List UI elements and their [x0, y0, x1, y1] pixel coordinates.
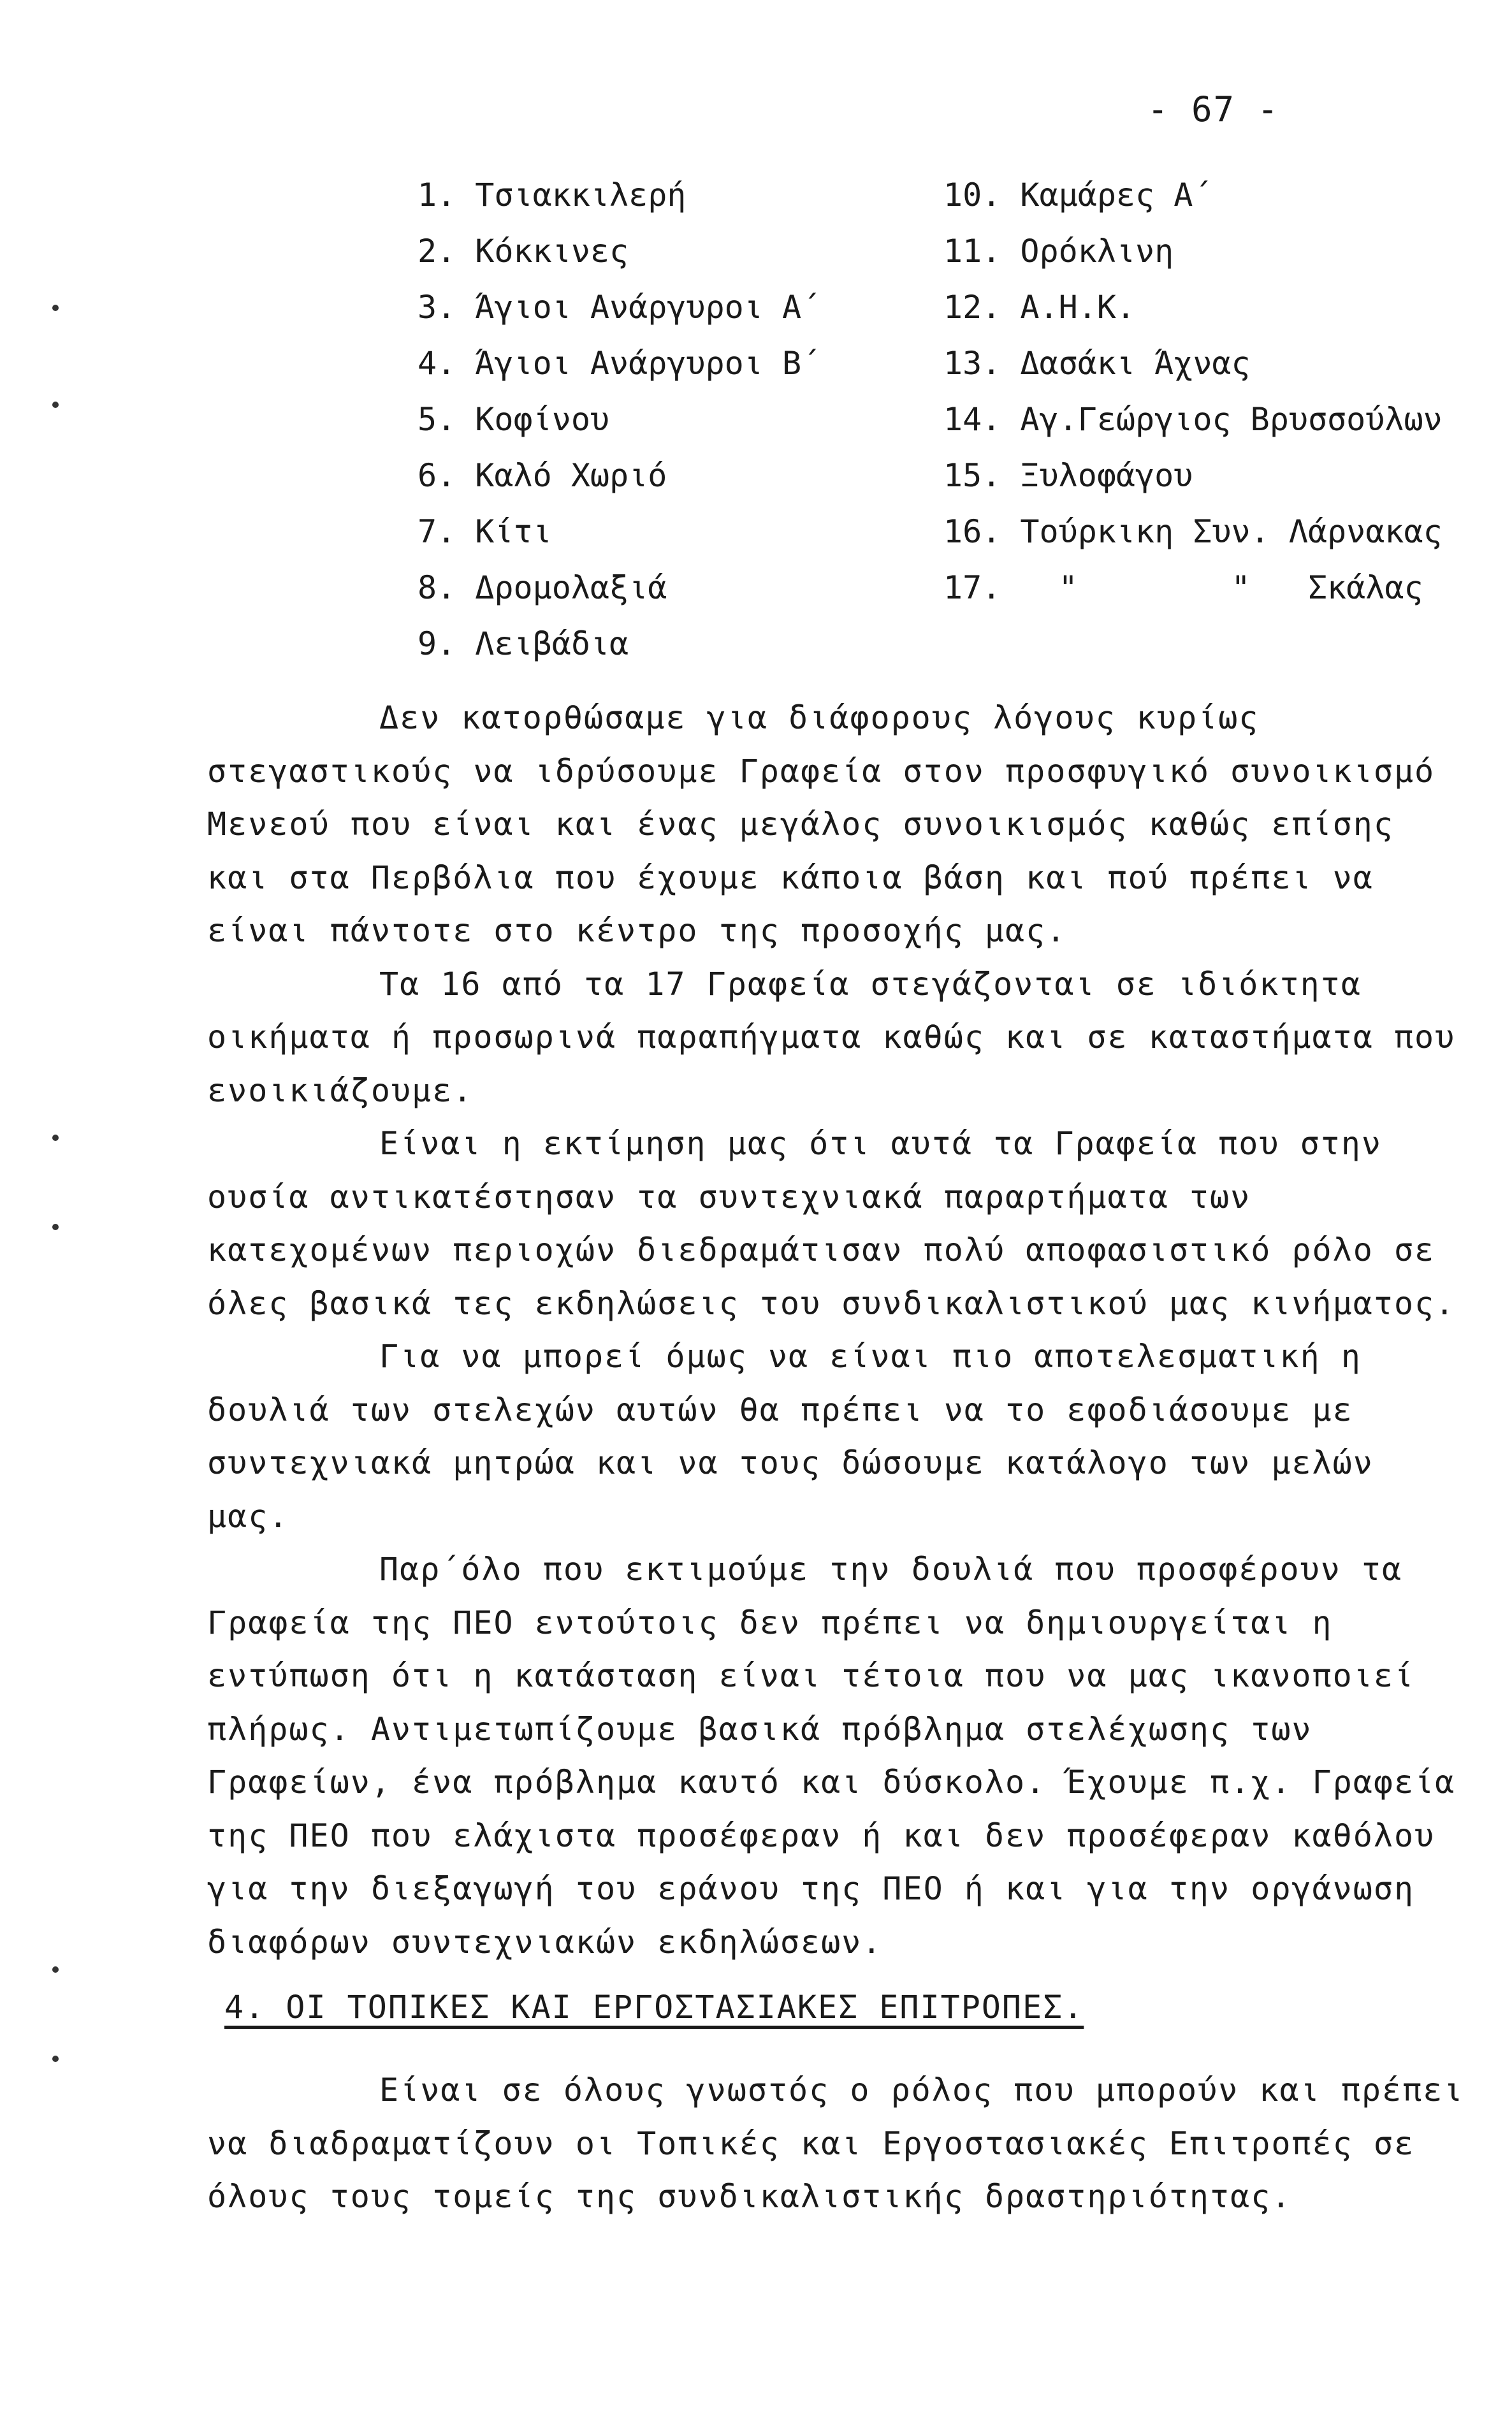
list-item: 1. Τσιακκιλερή [418, 177, 687, 214]
paragraph: Είναι η εκτίμηση μας ότι αυτά τα Γραφεία που στην ουσία αντικατέστησαν τα συντεχνιακά παραρτήματα των κατεχομένων περιοχών διεδραμάτισαν πολύ αποφασιστικό ρόλο σε όλες βασικά τες εκδηλώσεις του συνδικαλιστικού μας κινήματος. [207, 1125, 1456, 1322]
list-item: 12. Α.Η.Κ. [943, 289, 1136, 326]
margin-dot [52, 402, 59, 408]
offices-list-right [943, 167, 1443, 616]
margin-dot [52, 2056, 59, 2062]
list-item: 7. Κίτι [418, 513, 552, 550]
page-number: - 67 - [1147, 89, 1280, 129]
list-item: 17. " " Σκάλας [943, 569, 1423, 606]
section-heading: 4. ΟΙ ΤΟΠΙΚΕΣ ΚΑΙ ΕΡΓΟΣΤΑΣΙΑΚΕΣ ΕΠΙΤΡΟΠΕΣ. [224, 1989, 1084, 2026]
list-item: 5. Κοφίνου [418, 401, 610, 438]
paragraph: Δεν κατορθώσαμε για διάφορους λόγους κυρίως στεγαστικούς να ιδρύσουμε Γραφεία στον προσφυγικό συνοικισμό Μενεού που είναι και ένας μεγάλος συνοικισμός καθώς επίσης και στα Περβόλια που έχουμε κάποια βάση και πού πρέπει να είναι πάντοτε στο κέντρο της προσοχής μας. [207, 699, 1436, 949]
list-item: 16. Τούρκικη Συν. Λάρνακας [943, 513, 1443, 550]
section-body [207, 2064, 1476, 2224]
list-item: 14. Αγ.Γεώργιος Βρυσσούλων [943, 401, 1443, 438]
paragraph: Τα 16 από τα 17 Γραφεία στεγάζονται σε ιδιόκτητα οικήματα ή προσωρινά παραπήγματα καθώς και σε καταστήματα που ενοικιάζουμε. [207, 965, 1456, 1109]
paragraph: Για να μπορεί όμως να είναι πιο αποτελεσματική η δουλιά των στελεχών αυτών θα πρέπει να το εφοδιάσουμε με συντεχνιακά μητρώα και να τους δώσουμε κατάλογο των μελών μας. [207, 1338, 1374, 1535]
body-text [207, 692, 1476, 1969]
margin-dot [52, 305, 59, 311]
list-item: 9. Λειβάδια [418, 625, 629, 662]
list-item: 3. Άγιοι Ανάργυροι Α΄ [418, 289, 821, 326]
margin-dot [52, 1135, 59, 1141]
paragraph: Παρ΄όλο που εκτιμούμε την δουλιά που προσφέρουν τα Γραφεία της ΠΕΟ εντούτοις δεν πρέπει να δημιουργείται η εντύπωση ότι η κατάσταση είναι τέτοια που να μας ικανοποιεί πλήρως. Αντιμετωπίζουμε βασικά πρόβλημα στελέχωσης των Γραφείων, ένα πρόβλημα καυτό και δύσκολο. Έχουμε π.χ. Γραφεία της ΠΕΟ που ελάχιστα προσέφεραν ή και δεν προσέφεραν καθόλου για την διεξαγωγή του εράνου της ΠΕΟ ή και για την οργάνωση διαφόρων συντεχνιακών εκδηλώσεων. [207, 1551, 1456, 1961]
offices-list-left [418, 167, 820, 672]
list-item: 13. Δασάκι Άχνας [943, 345, 1251, 382]
margin-dot [52, 1224, 59, 1230]
paragraph: Είναι σε όλους γνωστός ο ρόλος που μπορούν και πρέπει να διαδραματίζουν οι Τοπικές και Εργοστασιακές Επιτροπές σε όλους τους τομείς της συνδικαλιστικής δραστηριότητας. [207, 2072, 1464, 2215]
list-item: 15. Ξυλοφάγου [943, 457, 1193, 494]
margin-dot [52, 1966, 59, 1973]
list-item: 10. Καμάρες Α΄ [943, 177, 1212, 214]
list-item: 8. Δρομολαξιά [418, 569, 667, 606]
list-item: 11. Ορόκλινη [943, 233, 1174, 270]
list-item: 6. Καλό Χωριό [418, 457, 667, 494]
list-item: 4. Άγιοι Ανάργυροι Β΄ [418, 345, 821, 382]
list-item: 2. Κόκκινες [418, 233, 629, 270]
